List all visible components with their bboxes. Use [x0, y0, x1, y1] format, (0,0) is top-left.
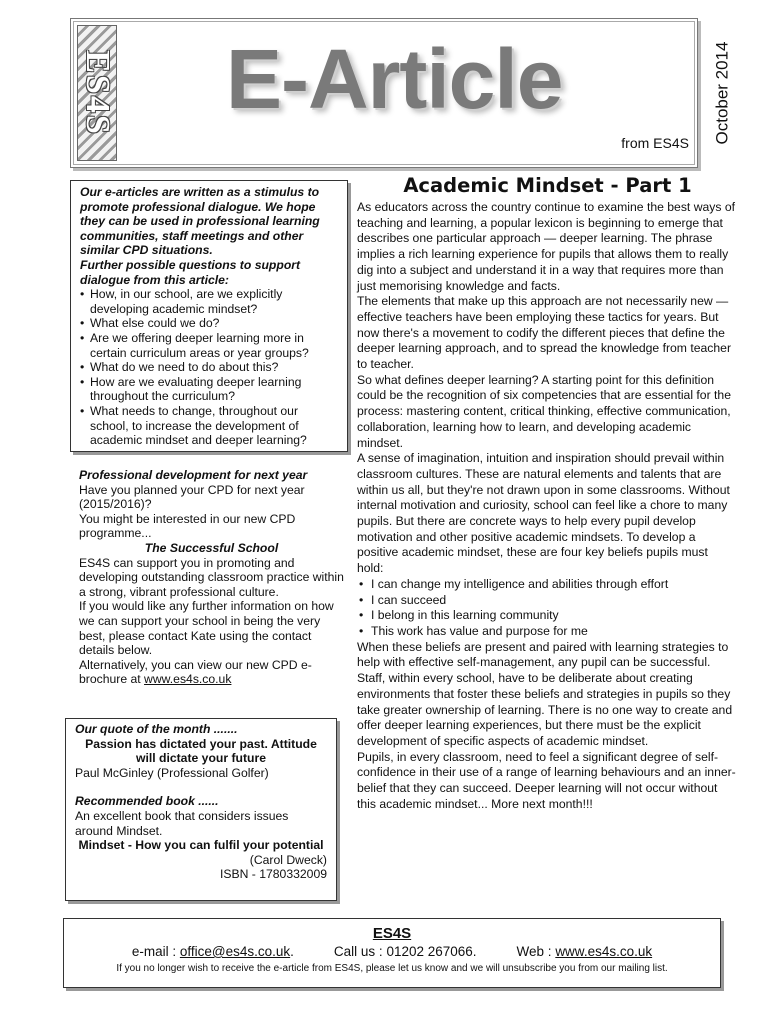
belief-item: • This work has value and purpose for me — [357, 624, 737, 640]
cpd-heading: Professional development for next year — [79, 468, 308, 482]
article-body — [357, 200, 737, 812]
programme-title: The Successful School — [144, 540, 279, 555]
cpd-paragraph: You might be interested in our new CPD programme... — [79, 511, 296, 541]
page-title: E-Article — [226, 32, 563, 126]
belief-item: • I belong in this learning community — [357, 608, 737, 624]
unsubscribe-note: If you no longer wish to receive the e-article from ES4S, please let us know and we will unsubscribe you from our mailing list. — [116, 963, 668, 974]
cpd-paragraph: Have you planned your CPD for next year (2015/2016)? — [79, 482, 305, 512]
cpd-paragraph: If you would like any further information on how we can support your school in being the very best, please contact Kate using the contact details below. — [79, 599, 334, 658]
contact-footer — [63, 918, 721, 988]
question-item: • What do we need to do about this? — [80, 360, 338, 375]
question-item: • How are we evaluating deeper learning throughout the curriculum? — [80, 375, 338, 404]
web-label: Web : — [516, 944, 556, 959]
masthead — [70, 18, 698, 168]
article-paragraph: So what defines deeper learning? A starting point for this definition could be the recognition of six competencies that are essential for the process: mastering content, critical thinking, effective communication, collaboration, learning how to learn, and developing academic mindset. — [357, 372, 731, 450]
question-item: • Are we offering deeper learning more in certain curriculum areas or year groups? — [80, 331, 338, 360]
book-author: (Carol Dweck) — [249, 852, 327, 867]
article-paragraph: A sense of imagination, intuition and inspiration should prevail within classroom cultures. These are natural elements and talents that are within us all, but they're not drawn upon in some classrooms. Without internal motivation and curiosity, school can feel like a chore to many pupils. But there are concrete ways to help every pupil develop motivation and other positive academic mindsets. To develop a positive academic mindset, these are four key beliefs pupils must hold: — [357, 451, 730, 576]
cpd-paragraph: ES4S can support you in promoting and developing outstanding classroom practice within a strong, vibrant professional culture. — [79, 555, 344, 599]
footer-title: ES4S — [372, 925, 412, 942]
footer-contacts — [64, 944, 720, 959]
quote-box — [65, 718, 337, 901]
spacer — [75, 780, 327, 794]
article-title: Academic Mindset - Part 1 — [403, 174, 692, 197]
quote-author: Paul McGinley (Professional Golfer) — [75, 765, 269, 780]
logo-text: ES4S — [79, 50, 116, 136]
article-paragraph: Pupils, in every classroom, need to feel a significant degree of self-confidence in their use of a range of learning behaviours and an inner-belief that they can succeed. Deeper learning will not occur without this academic mindset... More next month!!! — [357, 749, 736, 811]
from-label: from ES4S — [621, 135, 689, 151]
article-paragraph: The elements that make up this approach are not necessarily new — effective teachers have been employing these tactics for years. But now there's a movement to codify the different pieces that define the deeper learning approach, and to spread the knowledge from teacher to teacher. — [357, 294, 731, 372]
email-link[interactable]: office@es4s.co.uk — [179, 944, 291, 959]
quote-heading: Our quote of the month ....... — [75, 722, 238, 736]
article-paragraph: When these beliefs are present and paired with learning strategies to help with effective self-management, any pupil can be successful. Staff, within every school, have to be deliberate about creating environments that foster these beliefs and strategies in pupils so they take greater ownership of learning. There is no one way to create and offer deeper learning experiences, but there must be the explicit development of specific aspects of academic mindset. — [357, 639, 733, 748]
intro-text: Our e-articles are written as a stimulus to promote professional dialogue. We hope they can be used in professional learning communities, staff meetings and other similar CPD situations. — [80, 185, 320, 258]
cpd-paragraph — [79, 658, 344, 687]
brochure-link[interactable]: www.es4s.co.uk — [144, 672, 232, 687]
web-link[interactable]: www.es4s.co.uk — [555, 944, 653, 959]
cpd-section — [79, 468, 344, 687]
book-description: An excellent book that considers issues around Mindset. — [75, 808, 289, 838]
article-paragraph: As educators across the country continue to examine the best ways of teaching and learning, a popular lexicon is beginning to emerge that describes one particular approach — deeper learning. The phrase implies a rich learning experience for pupils that allows them to really dig into a subject and understand it in a way that requires more than just memorising knowledge and facts. — [357, 200, 736, 293]
intro-box — [70, 180, 348, 452]
issue-date — [697, 18, 747, 168]
phone-text: Call us : 01202 267066. — [333, 944, 477, 959]
brochure-text: Alternatively, you can view our new CPD e-brochure at — [79, 657, 312, 687]
es4s-logo — [77, 25, 117, 161]
question-item: • How, in our school, are we explicitly developing academic mindset? — [80, 287, 338, 316]
issue-date-text: October 2014 — [712, 41, 732, 145]
book-heading: Recommended book ...... — [75, 794, 219, 809]
question-item: • What else could we do? — [80, 316, 338, 331]
email-period: . — [290, 944, 294, 959]
book-title: Mindset - How you can fulfil your potential — [78, 838, 324, 853]
beliefs-list — [357, 577, 737, 640]
question-item: • What needs to change, throughout our school, to increase the development of academic mindset and deeper learning? — [80, 404, 338, 448]
belief-item: • I can change my intelligence and abilities through effort — [357, 577, 737, 593]
email-label: e-mail : — [131, 944, 180, 959]
belief-item: • I can succeed — [357, 593, 737, 609]
book-isbn: ISBN - 1780332009 — [219, 867, 327, 882]
questions-heading: Further possible questions to support dialogue from this article: — [80, 257, 301, 287]
questions-list — [80, 287, 338, 448]
quote-text: Passion has dictated your past. Attitude will dictate your future — [85, 736, 317, 766]
